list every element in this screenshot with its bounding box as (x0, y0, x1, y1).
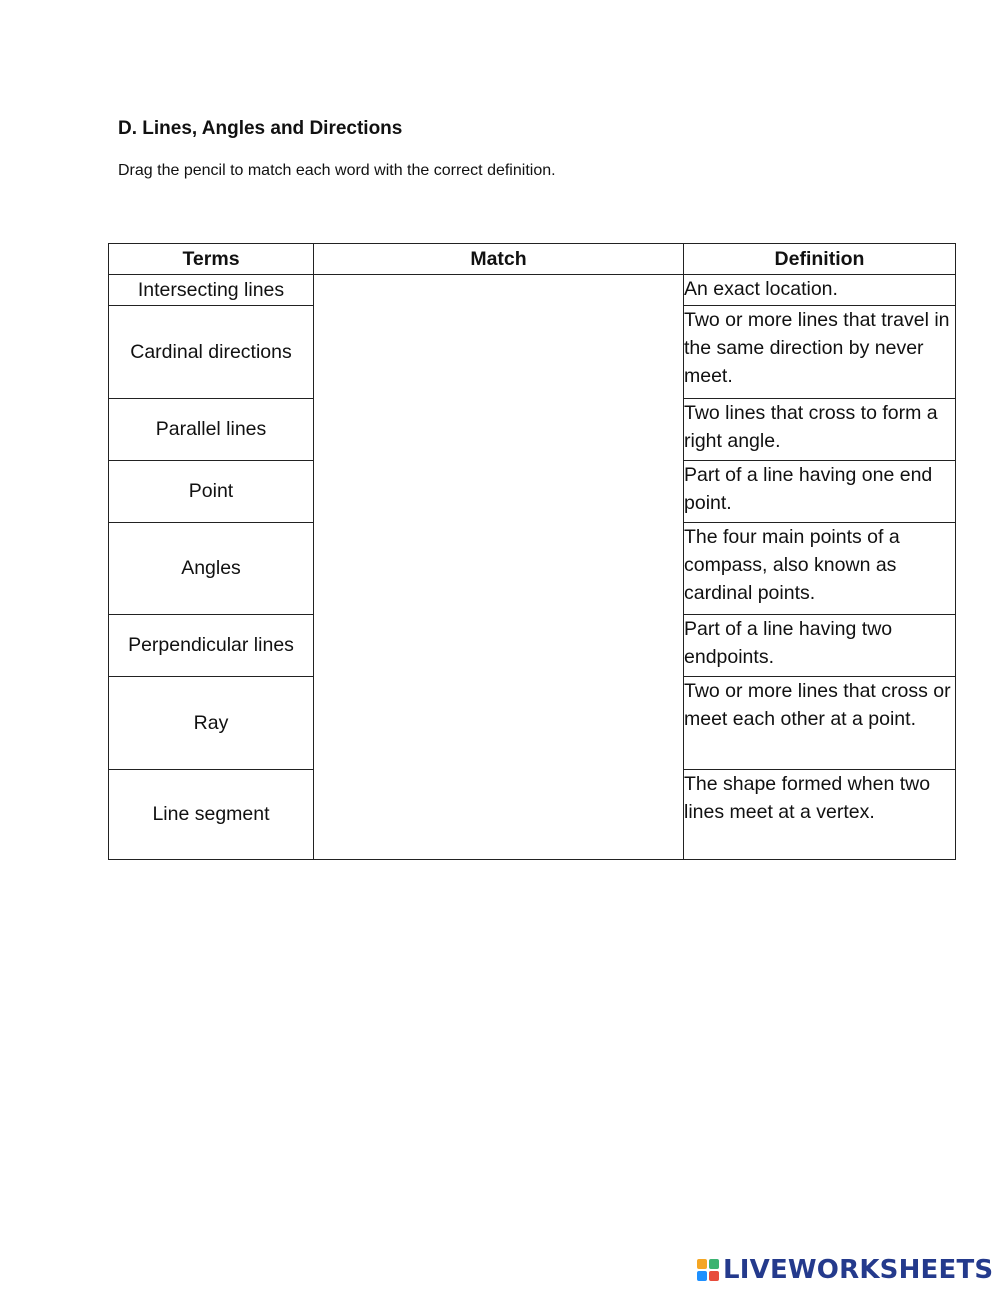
definition-cell[interactable]: An exact location. (684, 275, 956, 306)
term-cell[interactable]: Intersecting lines (109, 275, 314, 306)
match-area[interactable] (314, 275, 684, 860)
definition-cell[interactable]: Two or more lines that cross or meet each other at a point. (684, 677, 956, 770)
logo-square (709, 1271, 719, 1281)
header-terms: Terms (109, 244, 314, 275)
table-row (109, 275, 956, 306)
term-cell[interactable]: Point (109, 461, 314, 523)
logo-square (709, 1259, 719, 1269)
logo-square (697, 1271, 707, 1281)
section-title: D. Lines, Angles and Directions (118, 118, 403, 139)
instructions: Drag the pencil to match each word with the correct definition. (118, 162, 556, 179)
logo-text: LIVEWORKSHEETS (723, 1255, 994, 1285)
term-cell[interactable]: Cardinal directions (109, 306, 314, 399)
term-cell[interactable]: Perpendicular lines (109, 615, 314, 677)
logo-icon (697, 1259, 719, 1281)
liveworksheets-logo (697, 1253, 993, 1287)
definition-cell[interactable]: Two lines that cross to form a right angle. (684, 399, 956, 461)
header-match: Match (314, 244, 684, 275)
header-definition: Definition (684, 244, 956, 275)
term-cell[interactable]: Parallel lines (109, 399, 314, 461)
definition-cell[interactable]: The shape formed when two lines meet at a vertex. (684, 770, 956, 860)
logo-square (697, 1259, 707, 1269)
definition-cell[interactable]: Two or more lines that travel in the same direction by never meet. (684, 306, 956, 399)
definition-cell[interactable]: The four main points of a compass, also known as cardinal points. (684, 523, 956, 615)
matching-table (108, 243, 956, 860)
table-header-row (109, 244, 956, 275)
term-cell[interactable]: Ray (109, 677, 314, 770)
term-cell[interactable]: Angles (109, 523, 314, 615)
term-cell[interactable]: Line segment (109, 770, 314, 860)
definition-cell[interactable]: Part of a line having one end point. (684, 461, 956, 523)
definition-cell[interactable]: Part of a line having two endpoints. (684, 615, 956, 677)
